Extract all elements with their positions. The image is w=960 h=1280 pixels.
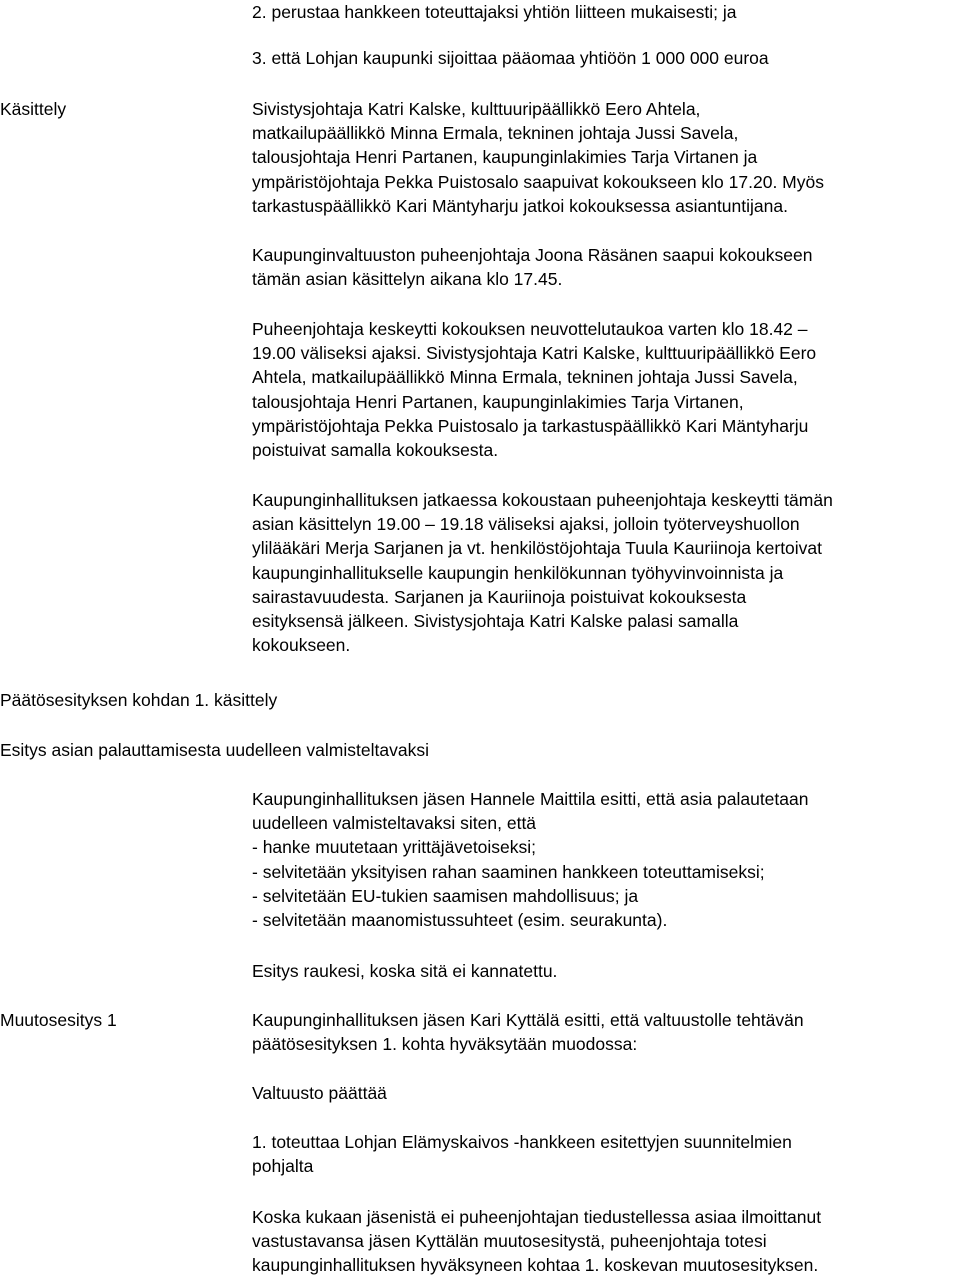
text-line: uudelleen valmisteltavaksi siten, että <box>252 813 537 834</box>
text-line: Sivistysjohtaja Katri Kalske, kulttuuripäällikkö Eero Ahtela, <box>252 99 701 119</box>
muutosesitys-item-1 <box>252 1130 792 1178</box>
valtuusto-heading: Valtuusto päättää <box>252 1083 387 1103</box>
intro-item-2: 2. perustaa hankkeen toteuttajaksi yhtiön liitteen mukaisesti; ja <box>252 2 737 22</box>
heading-palautus: Esitys asian palauttamisesta uudelleen valmisteltavaksi <box>0 740 429 760</box>
intro-item-3: 3. että Lohjan kaupunki sijoittaa pääomaa yhtiöön 1 000 000 euroa <box>252 48 769 68</box>
text-line: Kaupunginhallituksen jatkaessa kokoustaan puheenjohtaja keskeytti tämän <box>252 490 833 510</box>
text-line: poistuivat samalla kokouksesta. <box>252 440 499 461</box>
kasittely-paragraph-4 <box>252 488 833 657</box>
kasittely-paragraph-1 <box>252 97 824 218</box>
text-line: kaupunginhallitukselle kaupungin henkilökunnan työhyvinvoinnista ja <box>252 562 784 583</box>
text-line: ylilääkäri Merja Sarjanen ja vt. henkilöstöjohtaja Tuula Kauriinoja kertoivat <box>252 538 823 559</box>
list-item: - hanke muutetaan yrittäjävetoiseksi; <box>252 837 537 858</box>
kasittely-paragraph-2 <box>252 243 812 291</box>
text-line: Puheenjohtaja keskeytti kokouksen neuvottelutaukoa varten klo 18.42 – <box>252 319 808 339</box>
palautus-paragraph <box>252 787 808 932</box>
text-line: ympäristöjohtaja Pekka Puistosalo ja tarkastuspäällikkö Kari Mäntyharju <box>252 415 809 436</box>
text-line: Koska kukaan jäsenistä ei puheenjohtajan tiedustellessa asiaa ilmoittanut <box>252 1207 822 1227</box>
closing-paragraph <box>252 1205 821 1278</box>
text-line: 19.00 väliseksi ajaksi. Sivistysjohtaja Katri Kalske, kulttuuripäällikkö Eero <box>252 343 817 364</box>
text-line: 1. toteuttaa Lohjan Elämyskaivos -hankkeen esitettyjen suunnitelmien <box>252 1132 792 1152</box>
text-line: tarkastuspäällikkö Kari Mäntyharju jatkoi kokouksessa asiantuntijana. <box>252 195 788 216</box>
text-line: ympäristöjohtaja Pekka Puistosalo saapuivat kokoukseen klo 17.20. Myös <box>252 171 824 192</box>
palautus-result: Esitys raukesi, koska sitä ei kannatettu. <box>252 961 558 981</box>
text-line: tämän asian käsittelyn aikana klo 17.45. <box>252 269 563 290</box>
text-line: talousjohtaja Henri Partanen, kaupunginlakimies Tarja Virtanen ja <box>252 147 758 168</box>
text-line: sairastavuudesta. Sarjanen ja Kauriinoja poistuivat kokouksesta <box>252 586 747 607</box>
section-label-muutosesitys: Muutosesitys 1 <box>0 1010 117 1030</box>
text-line: Kaupunginhallituksen jäsen Hannele Maittila esitti, että asia palautetaan <box>252 789 809 809</box>
text-line: Kaupunginhallituksen jäsen Kari Kyttälä esitti, että valtuustolle tehtävän <box>252 1010 804 1030</box>
section-label-kasittely: Käsittely <box>0 99 67 119</box>
text-line: kokoukseen. <box>252 635 351 656</box>
list-item: - selvitetään maanomistussuhteet (esim. seurakunta). <box>252 910 668 931</box>
list-item: - selvitetään EU-tukien saamisen mahdollisuus; ja <box>252 885 639 906</box>
text-line: Kaupunginvaltuuston puheenjohtaja Joona Räsänen saapui kokoukseen <box>252 245 813 265</box>
text-line: Ahtela, matkailupäällikkö Minna Ermala, tekninen johtaja Jussi Savela, <box>252 367 798 388</box>
text-line: talousjohtaja Henri Partanen, kaupunginlakimies Tarja Virtanen, <box>252 391 744 412</box>
kasittely-paragraph-3 <box>252 317 816 462</box>
list-item: - selvitetään yksityisen rahan saaminen hankkeen toteuttamiseksi; <box>252 861 765 882</box>
text-line: asian käsittelyn 19.00 – 19.18 väliseksi ajaksi, jolloin työterveyshuollon <box>252 514 800 535</box>
text-line: päätösesityksen 1. kohta hyväksytään muodossa: <box>252 1034 638 1055</box>
text-line: esityksensä jälkeen. Sivistysjohtaja Katri Kalske palasi samalla <box>252 611 739 632</box>
heading-kohta-1: Päätösesityksen kohdan 1. käsittely <box>0 690 278 710</box>
muutosesitys-paragraph <box>252 1008 804 1056</box>
text-line: matkailupäällikkö Minna Ermala, tekninen johtaja Jussi Savela, <box>252 123 739 144</box>
text-line: vastustavansa jäsen Kyttälän muutosesitystä, puheenjohtaja totesi <box>252 1231 767 1252</box>
text-line: kaupunginhallituksen hyväksyneen kohtaa 1. koskevan muutosesityksen. <box>252 1255 819 1276</box>
text-line: pohjalta <box>252 1156 314 1177</box>
